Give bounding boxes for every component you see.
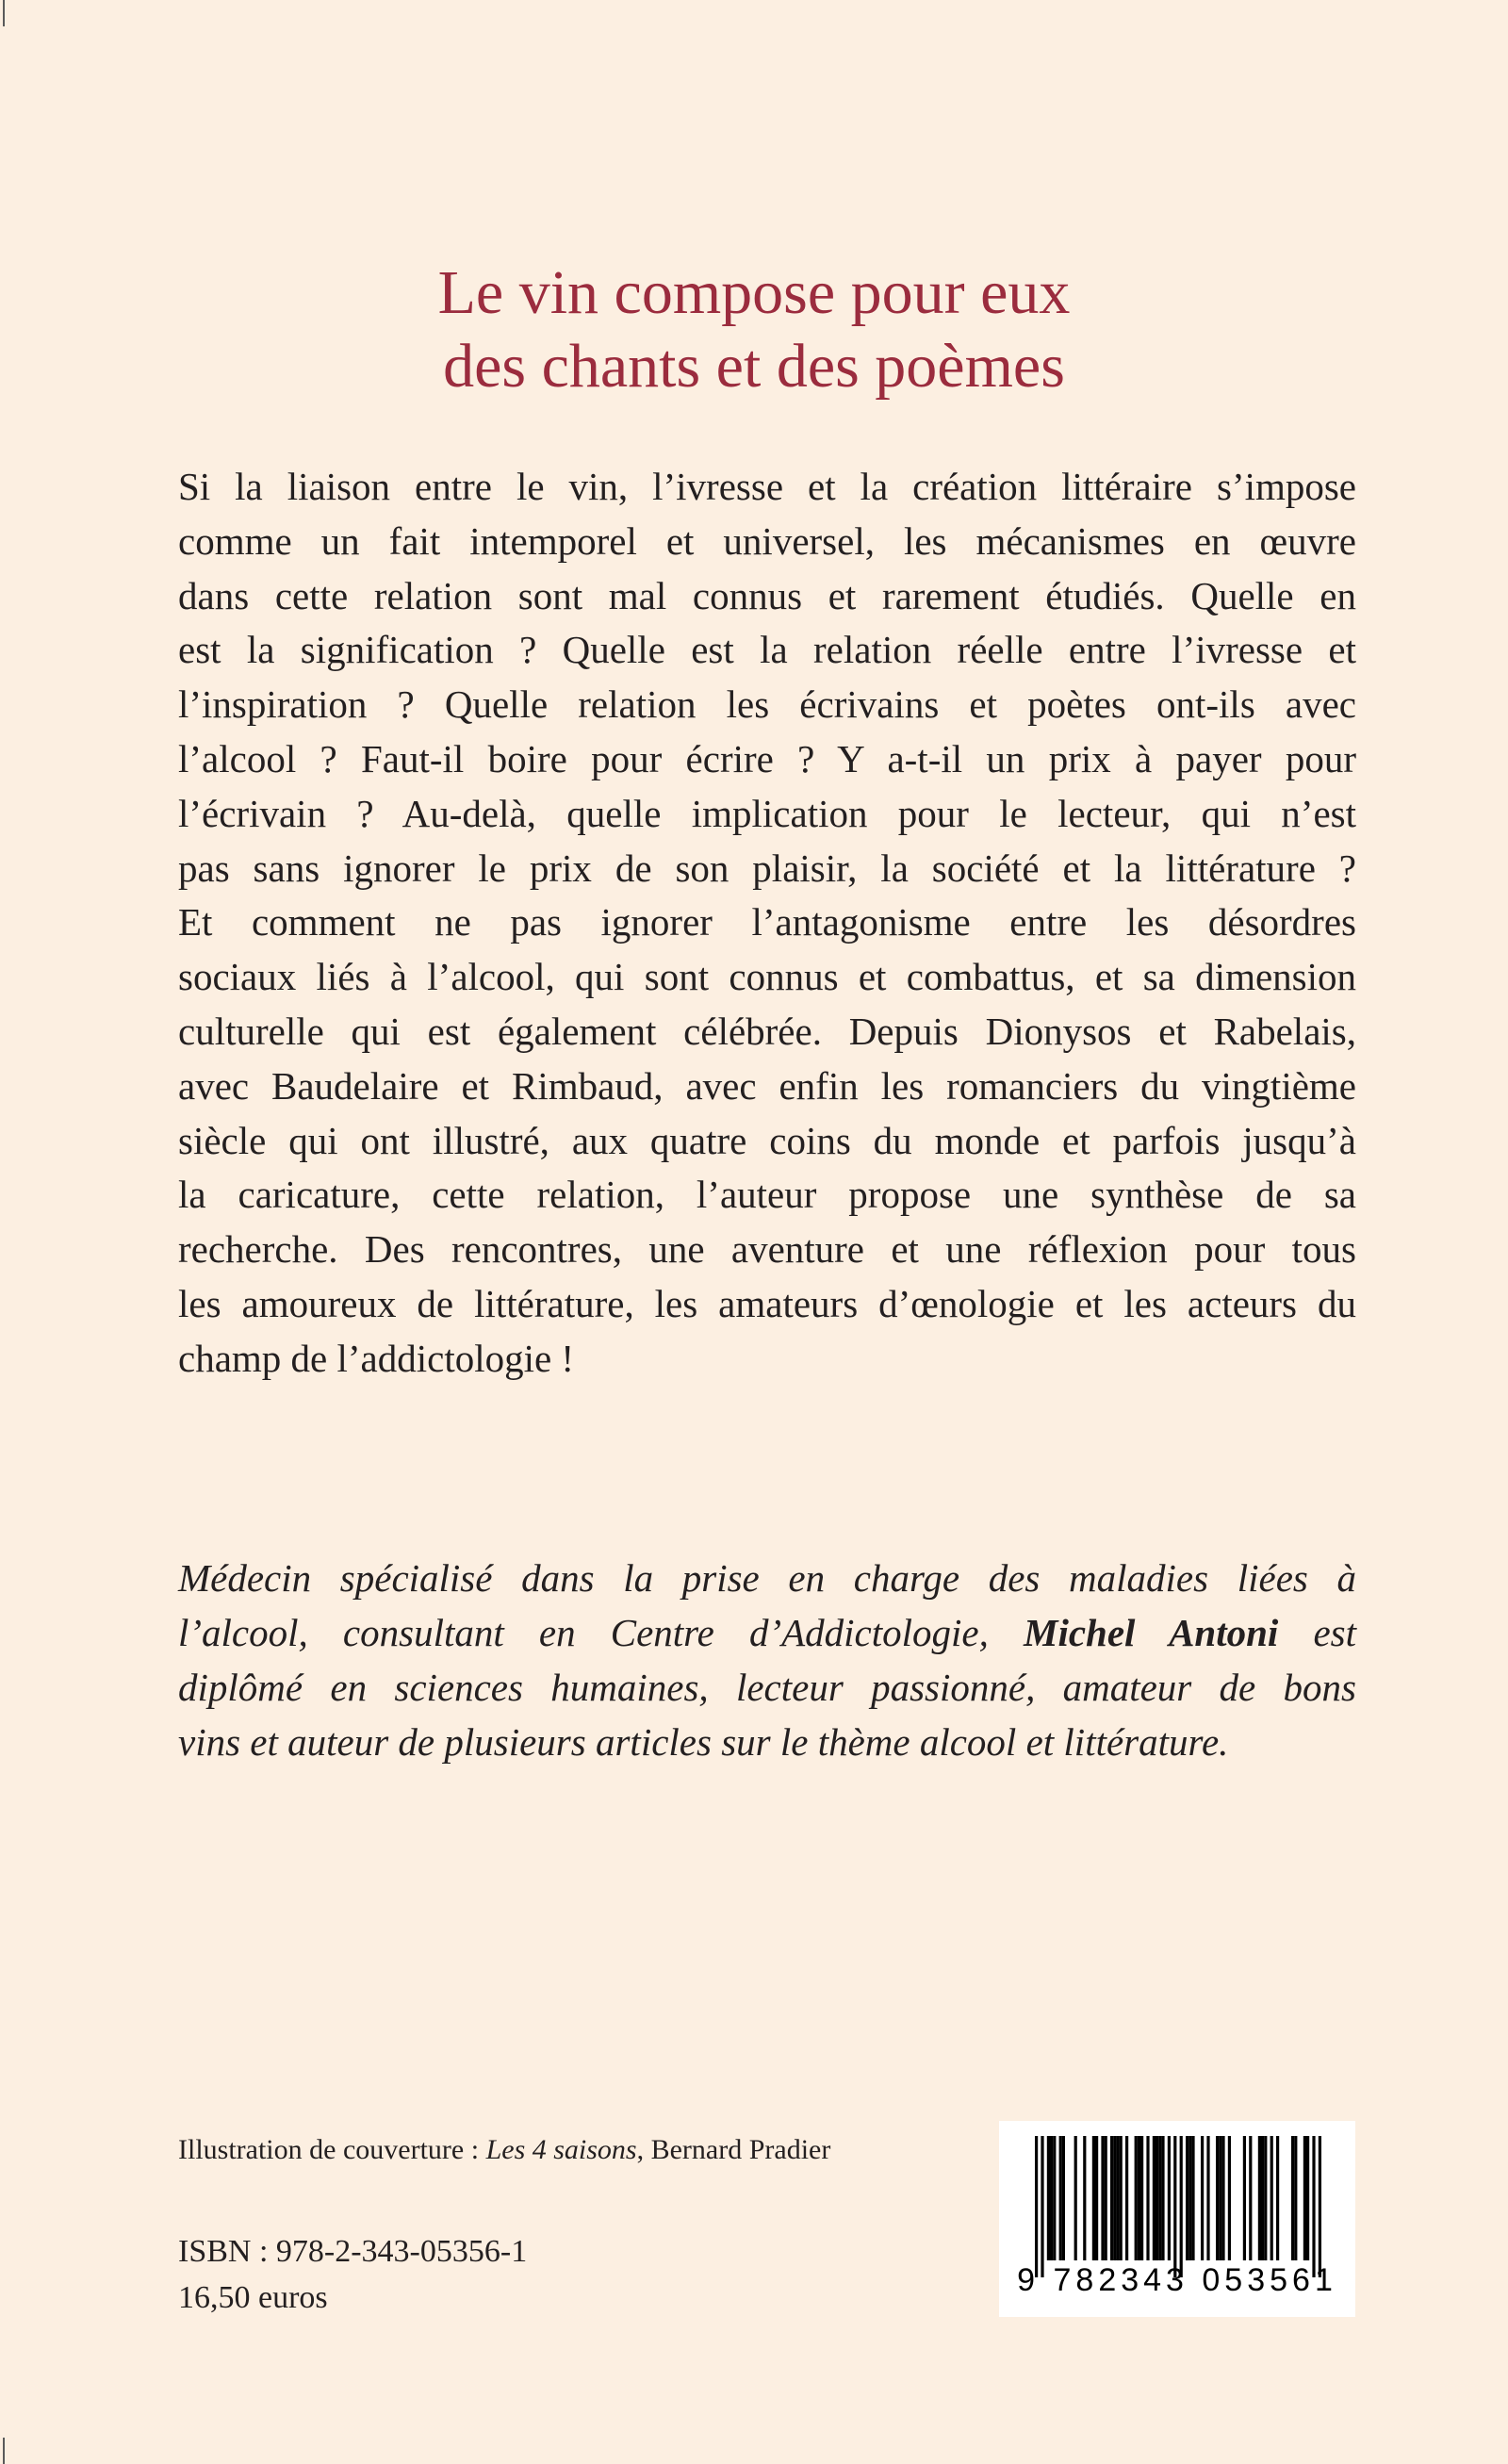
bio-text: est <box>1313 1611 1357 1654</box>
bio-line: diplômé en sciences humaines, lecteur passionné, amateur de bons <box>178 1666 1356 1709</box>
crop-mark-top-left <box>3 0 5 26</box>
bio-line <box>178 1605 1356 1660</box>
barcode-bar <box>1188 2136 1191 2260</box>
barcode-bar <box>1140 2136 1143 2260</box>
barcode-bar <box>1158 2136 1161 2260</box>
barcode-bar <box>1105 2136 1107 2260</box>
barcode-bar <box>1303 2136 1306 2260</box>
barcode-bar <box>1095 2136 1098 2260</box>
blurb-line: l’écrivain ? Au-delà, quelle implication pour le lecteur, qui n’est <box>178 791 1356 835</box>
blurb-line: pas sans ignorer le prix de son plaisir, la société et la littérature ? <box>178 846 1356 890</box>
barcode-bar <box>1113 2136 1116 2260</box>
barcode-bar <box>1156 2136 1158 2260</box>
blurb-line: avec Baudelaire et Rimbaud, avec enfin les romanciers du vingtième <box>178 1063 1356 1108</box>
blurb-line: l’alcool ? Faut-il boire pour écrire ? Y a-t-il un prix à payer pour <box>178 736 1356 780</box>
blurb-line: la caricature, cette relation, l’auteur propose une synthèse de sa <box>178 1173 1356 1217</box>
title-line-2: des chants et des poèmes <box>443 332 1065 401</box>
barcode-bar <box>1201 2136 1204 2260</box>
barcode-bar <box>1062 2136 1065 2260</box>
price: 16,50 euros <box>178 2280 328 2315</box>
blurb-line: sociaux liés à l’alcool, qui sont connus et combattus, et sa dimension <box>178 955 1356 999</box>
bio-text: l’alcool, consultant en Centre d’Addictologie, <box>178 1611 989 1654</box>
blurb-line: est la signification ? Quelle est la relation réelle entre l’ivresse et <box>178 628 1356 672</box>
isbn-block <box>178 2228 527 2321</box>
barcode-bar <box>1120 2136 1123 2260</box>
barcode-bar <box>1221 2136 1224 2260</box>
title-line-1: Le vin compose pour eux <box>437 258 1071 327</box>
barcode-bar <box>1291 2136 1294 2260</box>
barcode-bar <box>1294 2136 1297 2260</box>
barcode-bar <box>1092 2136 1095 2260</box>
back-cover-title <box>0 256 1508 403</box>
barcode-bar <box>1270 2136 1273 2260</box>
barcode-bar <box>1050 2136 1053 2260</box>
barcode-guard-bar <box>1319 2136 1321 2277</box>
barcode-bar <box>1116 2136 1119 2260</box>
isbn: ISBN : 978-2-343-05356-1 <box>178 2234 528 2269</box>
bio-line: Médecin spécialisé dans la prise en charge des maladies liées à <box>178 1556 1356 1600</box>
barcode-bar <box>1161 2136 1164 2260</box>
barcode-bar <box>1276 2136 1279 2260</box>
barcode-bar <box>1219 2136 1221 2260</box>
blurb-line: l’inspiration ? Quelle relation les écrivains et poètes ont-ils avec <box>178 682 1356 727</box>
barcode-bar <box>1053 2136 1056 2260</box>
barcode-guard-bar <box>1173 2136 1176 2277</box>
barcode-bar <box>1138 2136 1140 2260</box>
barcode-bar <box>1168 2136 1171 2260</box>
author-bio <box>178 1551 1356 1769</box>
author-name: Michel Antoni <box>1024 1611 1279 1654</box>
blurb-line: les amoureux de littérature, les amateurs d’œnologie et les acteurs du <box>178 1281 1356 1325</box>
barcode-digits: 9 782343 053561 <box>1017 2262 1337 2298</box>
cover-illustration-credit <box>178 2132 830 2168</box>
barcode-bar <box>1306 2136 1309 2260</box>
barcode-bar <box>1206 2136 1209 2260</box>
barcode-bar <box>1191 2136 1194 2260</box>
credit-artist: , Bernard Pradier <box>636 2134 831 2165</box>
barcode-guard-bar <box>1312 2136 1315 2277</box>
blurb-line: siècle qui ont illustré, aux quatre coins du monde et parfois jusqu’à <box>178 1118 1356 1162</box>
blurb-line: Et comment ne pas ignorer l’antagonisme entre les désordres <box>178 900 1356 945</box>
barcode-bar <box>1264 2136 1267 2260</box>
barcode-bar <box>1135 2136 1138 2260</box>
barcode-bar <box>1249 2136 1252 2260</box>
barcode <box>999 2121 1355 2317</box>
credit-work-title: Les 4 saisons <box>485 2134 637 2165</box>
blurb-line: champ de l’addictologie ! <box>178 1336 575 1380</box>
blurb-line: Si la liaison entre le vin, l’ivresse et la création littéraire s’impose <box>178 465 1356 508</box>
crop-mark-bottom-left <box>3 2438 5 2464</box>
barcode-bar <box>1261 2136 1264 2260</box>
barcode-bar <box>1110 2136 1113 2260</box>
barcode-bar <box>1186 2136 1188 2260</box>
bio-line: vins et auteur de plusieurs articles sur le thème alcool et littérature. <box>178 1720 1229 1764</box>
barcode-bar <box>1258 2136 1261 2260</box>
barcode-guard-bar <box>1180 2136 1183 2277</box>
barcode-bar <box>1146 2136 1149 2260</box>
book-blurb <box>178 460 1356 1387</box>
barcode-bar <box>1228 2136 1231 2260</box>
barcode-guard-bar <box>1035 2136 1038 2277</box>
credit-prefix: Illustration de couverture : <box>178 2134 480 2165</box>
barcode-bar <box>1216 2136 1219 2260</box>
barcode-bar <box>1125 2136 1128 2260</box>
blurb-line: dans cette relation sont mal connus et rarement étudiés. Quelle en <box>178 573 1356 617</box>
barcode-bar <box>1153 2136 1156 2260</box>
blurb-line: recherche. Des rencontres, une aventure et une réflexion pour tous <box>178 1227 1356 1272</box>
barcode-bar <box>1101 2136 1104 2260</box>
barcode-bar <box>1243 2136 1246 2260</box>
barcode-bar <box>1074 2136 1077 2260</box>
blurb-line: culturelle qui est également célébrée. Depuis Dionysos et Rabelais, <box>178 1009 1356 1053</box>
barcode-bar <box>1059 2136 1062 2260</box>
blurb-line: comme un fait intemporel et universel, les mécanismes en œuvre <box>178 518 1356 563</box>
barcode-bar <box>1047 2136 1050 2260</box>
barcode-bar <box>1083 2136 1086 2260</box>
barcode-guard-bar <box>1041 2136 1043 2277</box>
